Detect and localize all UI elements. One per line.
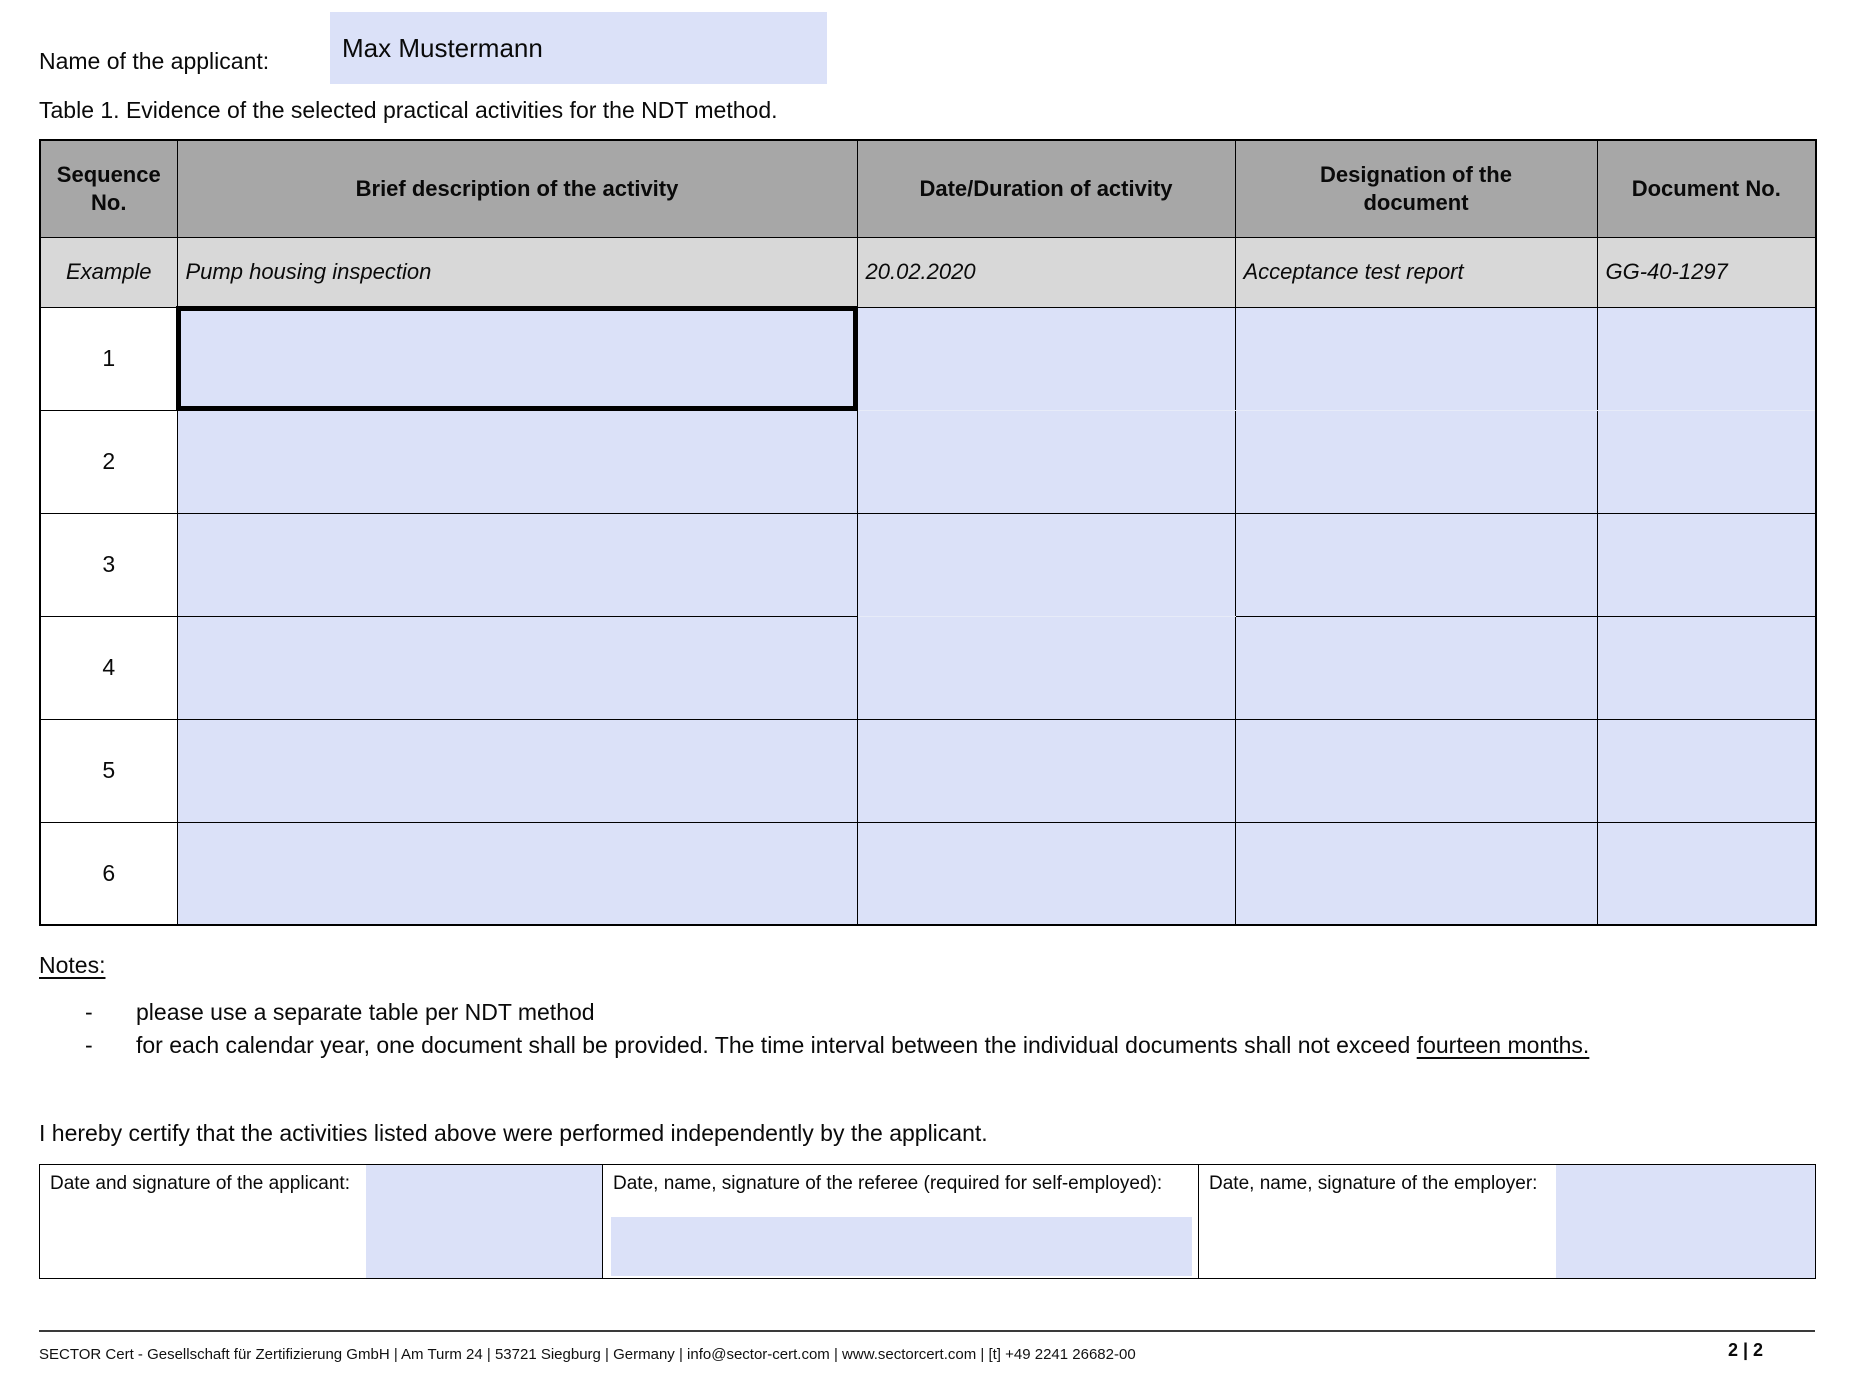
table-row (40, 410, 1816, 513)
row-1-document-no-input[interactable] (1597, 307, 1816, 410)
footer-divider (39, 1330, 1815, 1332)
row-6-description-input[interactable] (177, 822, 857, 925)
employer-signature-label: Date, name, signature of the employer: (1209, 1173, 1538, 1194)
applicant-name-value: Max Mustermann (342, 32, 543, 63)
notes-title: Notes: (39, 952, 106, 978)
activities-table (39, 139, 1817, 926)
table-row (40, 513, 1816, 616)
header-document-no: Document No. (1597, 140, 1816, 237)
row-6-seq: 6 (40, 822, 177, 925)
example-description-cell: Pump housing inspection (177, 237, 857, 307)
note-dash: - (85, 999, 93, 1025)
row-3-date-input[interactable] (857, 513, 1235, 616)
row-5-seq: 5 (40, 719, 177, 822)
row-3-description-input[interactable] (177, 513, 857, 616)
table-row (40, 307, 1816, 410)
applicant-signature-cell (40, 1165, 603, 1279)
row-1-designation-input[interactable] (1235, 307, 1597, 410)
table-caption: Table 1. Evidence of the selected practical activities for the NDT method. (39, 97, 778, 123)
signature-table (39, 1164, 1816, 1279)
row-4-description-input[interactable] (177, 616, 857, 719)
page-number: 2 | 2 (1728, 1340, 1764, 1360)
row-1-description-input[interactable] (177, 307, 857, 410)
note-text: for each calendar year, one document shall be provided. The time interval between the individual documents shall not exceed (136, 1032, 1417, 1058)
applicant-name-label: Name of the applicant: (39, 48, 270, 74)
row-2-designation-input[interactable] (1235, 410, 1597, 513)
example-document-no-cell: GG-40-1297 (1597, 237, 1816, 307)
row-6-document-no-input[interactable] (1597, 822, 1816, 925)
example-date-cell: 20.02.2020 (857, 237, 1235, 307)
header-sequence-no: Sequence No. (40, 140, 177, 237)
table-header-row (40, 140, 1816, 237)
employer-signature-cell (1199, 1165, 1816, 1279)
note-text: please use a separate table per NDT method (136, 999, 595, 1025)
row-6-designation-input[interactable] (1235, 822, 1597, 925)
footer-contact-info: SECTOR Cert - Gesellschaft für Zertifizierung GmbH | Am Turm 24 | 53721 Siegburg | Germany | info@sector-cert.com | www.sectorcert.com | [t] +49 2241 26682-00 (39, 1346, 1136, 1363)
row-3-seq: 3 (40, 513, 177, 616)
row-5-description-input[interactable] (177, 719, 857, 822)
example-row (40, 237, 1816, 307)
referee-signature-label: Date, name, signature of the referee (required for self-employed): (613, 1173, 1163, 1194)
applicant-signature-label: Date and signature of the applicant: (50, 1173, 350, 1194)
employer-signature-input[interactable] (1556, 1165, 1815, 1278)
row-4-date-input[interactable] (857, 616, 1235, 719)
note-item (39, 996, 1589, 1029)
example-designation-cell: Acceptance test report (1235, 237, 1597, 307)
example-seq-cell: Example (40, 237, 177, 307)
header-designation: Designation of the document (1235, 140, 1597, 237)
row-4-designation-input[interactable] (1235, 616, 1597, 719)
applicant-name-field[interactable] (330, 12, 827, 84)
table-row (40, 616, 1816, 719)
row-2-document-no-input[interactable] (1597, 410, 1816, 513)
row-5-designation-input[interactable] (1235, 719, 1597, 822)
row-2-seq: 2 (40, 410, 177, 513)
row-1-date-input[interactable] (857, 307, 1235, 410)
row-3-designation-input[interactable] (1235, 513, 1597, 616)
row-5-document-no-input[interactable] (1597, 719, 1816, 822)
row-1-seq: 1 (40, 307, 177, 410)
row-4-seq: 4 (40, 616, 177, 719)
row-4-document-no-input[interactable] (1597, 616, 1816, 719)
row-5-date-input[interactable] (857, 719, 1235, 822)
row-2-date-input[interactable] (857, 410, 1235, 513)
certification-statement: I hereby certify that the activities listed above were performed independently by the applicant. (39, 1120, 988, 1146)
row-3-document-no-input[interactable] (1597, 513, 1816, 616)
note-dash: - (85, 1032, 93, 1058)
table-row (40, 719, 1816, 822)
applicant-signature-input[interactable] (366, 1165, 602, 1278)
notes-list (39, 996, 1589, 1062)
referee-signature-input[interactable] (611, 1217, 1192, 1276)
note-item (39, 1029, 1589, 1062)
row-2-description-input[interactable] (177, 410, 857, 513)
header-date-duration: Date/Duration of activity (857, 140, 1235, 237)
referee-signature-cell (603, 1165, 1199, 1279)
note-text-underlined: fourteen months. (1416, 1032, 1590, 1058)
row-6-date-input[interactable] (857, 822, 1235, 925)
header-brief-description: Brief description of the activity (177, 140, 857, 237)
table-row (40, 822, 1816, 925)
